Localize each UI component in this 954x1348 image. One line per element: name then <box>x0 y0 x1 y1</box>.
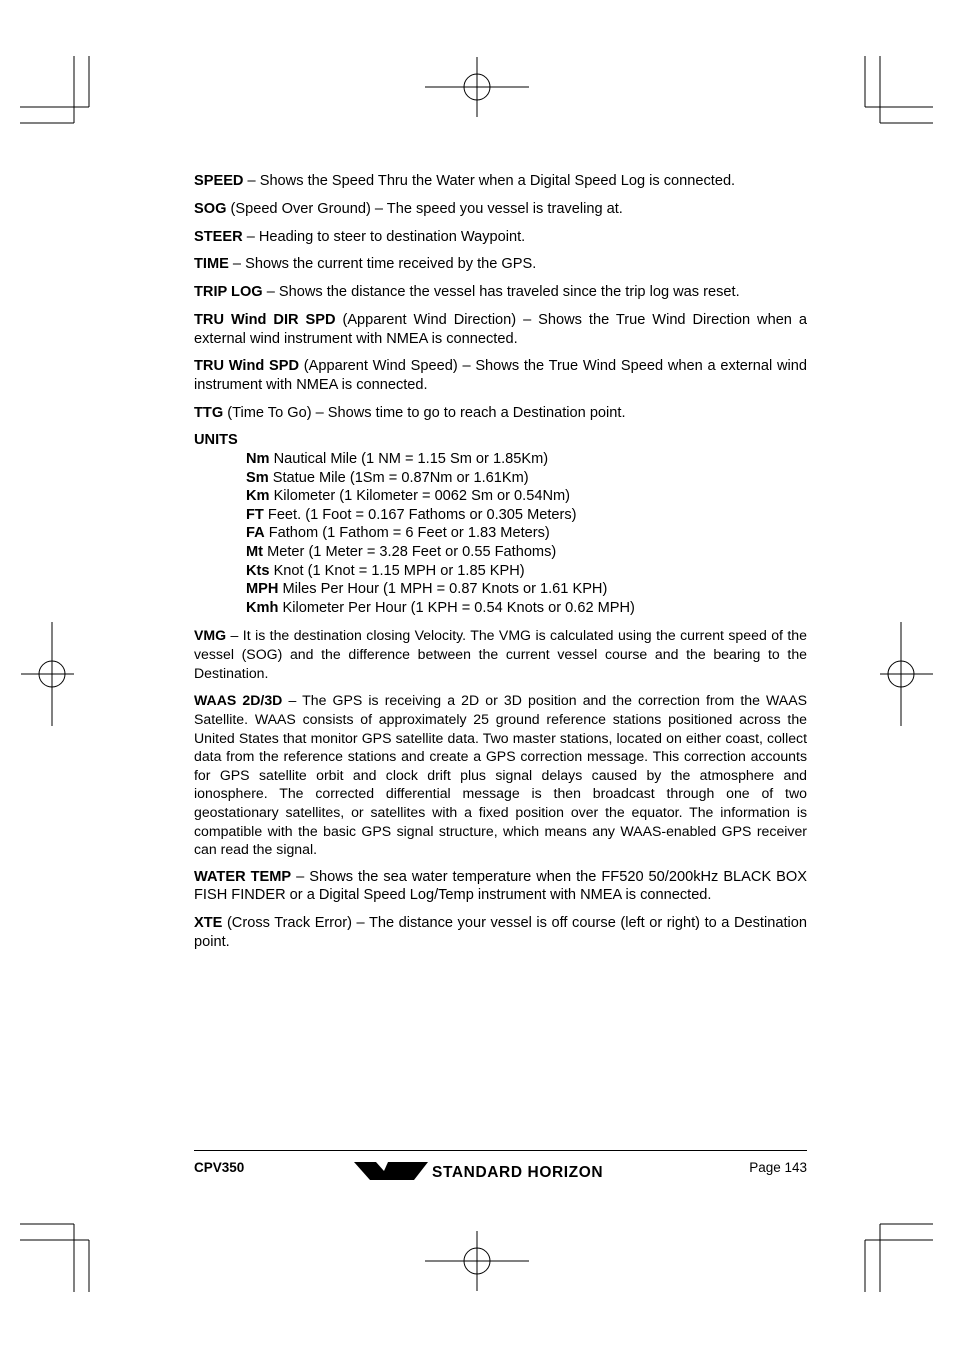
unit-item: FA Fathom (1 Fathom = 6 Feet or 1.83 Meters) <box>246 525 550 542</box>
unit-item: FT Feet. (1 Foot = 0.167 Fathoms or 0.305 Meters) <box>246 506 577 523</box>
unit-item: Kmh Kilometer Per Hour (1 KPH = 0.54 Knots or 0.62 MPH) <box>246 599 635 616</box>
entry-water-temp: WATER TEMP – Shows the sea water temperature when the FF520 50/200kHz BLACK BOX FISH FINDER or a Digital Speed Log/Temp instrument with NMEA is connected. <box>194 868 807 904</box>
entry-waas: WAAS 2D/3D – The GPS is receiving a 2D or 3D position and the correction from the WAAS Satellite. WAAS consists of approximately 25 ground reference stations positioned across the United States that monitor GPS satellite data. Two master stations, located on either coast, collect data from the reference stations and create a GPS correction message. This correction accounts for GPS satellite orbit and clock drift plus signal delays caused by the atmosphere and ionosphere. The corrected differential message is then broadcast through one of two geostationary satellites, or satellites with a fixed position over the equator. The information is compatible with the basic GPS signal structure, which means any WAAS-enabled GPS receiver can read the signal. <box>194 692 807 858</box>
entry-ttg: TTG (Time To Go) – Shows time to go to reach a Destination point. <box>194 404 626 421</box>
units-list <box>246 450 807 617</box>
entry-steer: STEER – Heading to steer to destination Waypoint. <box>194 228 526 245</box>
body-text <box>194 172 807 961</box>
units-heading: UNITS <box>194 432 238 449</box>
footer-model: CPV350 <box>194 1160 245 1175</box>
unit-item: Nm Nautical Mile (1 NM = 1.15 Sm or 1.85Km) <box>246 451 549 468</box>
unit-item: Sm Statue Mile (1Sm = 0.87Nm or 1.61Km) <box>246 469 529 486</box>
standard-horizon-logo <box>352 1159 652 1183</box>
unit-item: Kts Knot (1 Knot = 1.15 MPH or 1.85 KPH) <box>246 562 525 579</box>
entry-trip-log: TRIP LOG – Shows the distance the vessel has traveled since the trip log was reset. <box>194 284 740 301</box>
entry-vmg: VMG – It is the destination closing Velocity. The VMG is calculated using the current speed of the vessel (SOG) and the difference between the current vessel course and the bearing to the Destination. <box>194 627 807 681</box>
entry-speed: SPEED – Shows the Speed Thru the Water when a Digital Speed Log is connected. <box>194 173 736 189</box>
entry-tru-wind-dir: TRU Wind DIR SPD (Apparent Wind Direction) – Shows the True Wind Direction when a external wind instrument with NMEA is connected. <box>194 311 807 347</box>
entry-time: TIME – Shows the current time received by the GPS. <box>194 256 537 273</box>
footer-rule <box>194 1150 807 1151</box>
logo-text: STANDARD HORIZON <box>432 1164 604 1181</box>
unit-item: MPH Miles Per Hour (1 MPH = 0.87 Knots or 1.61 KPH) <box>246 581 608 598</box>
entry-xte: XTE (Cross Track Error) – The distance your vessel is off course (left or right) to a Destination point. <box>194 915 807 950</box>
entry-tru-wind-spd: TRU Wind SPD (Apparent Wind Speed) – Shows the True Wind Speed when a external wind instrument with NMEA is connected. <box>194 358 808 393</box>
unit-item: Km Kilometer (1 Kilometer = 0062 Sm or 0.54Nm) <box>246 488 571 505</box>
entry-sog: SOG (Speed Over Ground) – The speed you vessel is traveling at. <box>194 200 623 217</box>
unit-item: Mt Meter (1 Meter = 3.28 Feet or 0.55 Fathoms) <box>246 544 557 560</box>
page-number: Page 143 <box>749 1160 807 1175</box>
